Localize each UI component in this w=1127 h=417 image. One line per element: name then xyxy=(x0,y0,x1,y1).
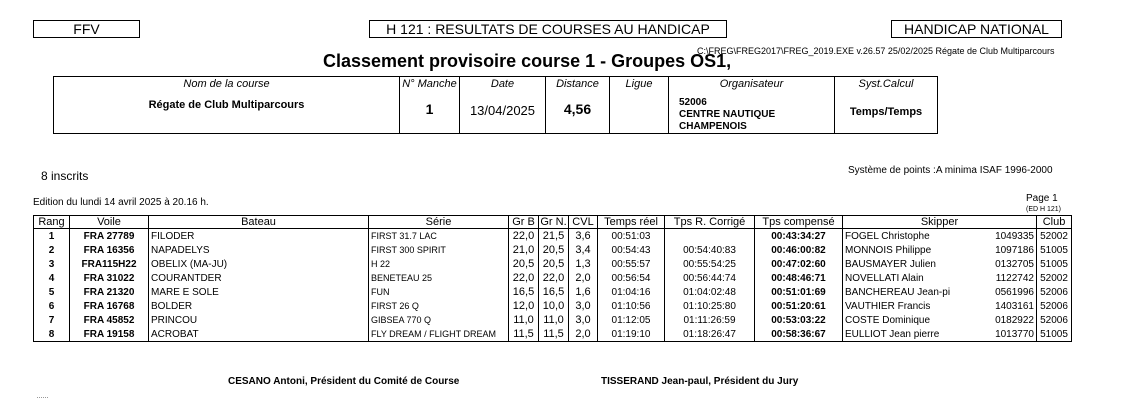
cell-club: 52002 xyxy=(1037,271,1072,285)
cell-cvl: 3,0 xyxy=(569,313,598,327)
cell-bateau: MARE E SOLE xyxy=(149,285,369,299)
cell-rang: 6 xyxy=(34,299,70,313)
col-header-bateau: Bateau xyxy=(149,216,369,229)
cell-temps-reel: 01:12:05 xyxy=(598,313,665,327)
edition-date: Edition du lundi 14 avril 2025 à 20.16 h. xyxy=(33,197,209,208)
distance-cell xyxy=(546,77,610,133)
program-info: C:\FREG\FREG2017\FREG_2019.EXE v.26.57 25/02/2025 Régate de Club Multiparcours xyxy=(697,46,1055,56)
page-title: Classement provisoire course 1 - Groupes OS1, xyxy=(323,51,732,71)
cell-tps-compense: 00:51:01:69 xyxy=(755,285,843,299)
manche-header: N° Manche xyxy=(402,78,457,90)
edition-code: (ED H 121) xyxy=(1026,206,1062,213)
cell-cvl: 3,6 xyxy=(569,229,598,244)
cell-bateau: COURANTDER xyxy=(149,271,369,285)
cell-rang: 5 xyxy=(34,285,70,299)
col-header-cvl: CVL xyxy=(569,216,598,229)
cell-club: 52006 xyxy=(1037,285,1072,299)
skipper-name: EULLIOT Jean pierre xyxy=(845,328,940,340)
cell-temps-reel: 01:04:16 xyxy=(598,285,665,299)
ligue-header: Ligue xyxy=(625,78,653,90)
skipper-licence: 1122742 xyxy=(995,272,1034,284)
cell-tps-corrige: 00:55:54:25 xyxy=(665,257,755,271)
cell-grn: 20,5 xyxy=(539,243,569,257)
cell-skipper xyxy=(843,285,1037,299)
cell-tps-corrige: 01:11:26:59 xyxy=(665,313,755,327)
skipper-name: BANCHEREAU Jean-pi xyxy=(845,286,951,298)
cell-serie: H 22 xyxy=(369,257,509,271)
cell-club: 52006 xyxy=(1037,313,1072,327)
cell-voile: FRA 16768 xyxy=(70,299,149,313)
cell-grb: 16,5 xyxy=(509,285,539,299)
cell-cvl: 2,0 xyxy=(569,271,598,285)
table-row xyxy=(34,327,1072,342)
skipper-name: COSTE Dominique xyxy=(845,314,931,326)
footer-mark xyxy=(37,397,48,398)
page-number: Page 1 xyxy=(1026,193,1058,204)
table-row xyxy=(34,229,1072,244)
cell-tps-compense: 00:53:03:22 xyxy=(755,313,843,327)
skipper-licence: 1013770 xyxy=(995,328,1034,340)
cell-rang: 4 xyxy=(34,271,70,285)
organisateur-cell xyxy=(669,77,835,133)
cell-temps-reel: 00:56:54 xyxy=(598,271,665,285)
cell-grb: 21,0 xyxy=(509,243,539,257)
cell-club: 52006 xyxy=(1037,299,1072,313)
manche-cell xyxy=(400,77,460,133)
federation-box: FFV xyxy=(33,20,140,38)
cell-grn: 16,5 xyxy=(539,285,569,299)
skipper-name: NOVELLATI Alain xyxy=(845,272,924,284)
syst-calcul-value: Temps/Temps xyxy=(849,106,923,118)
cell-tps-corrige: 01:04:02:48 xyxy=(665,285,755,299)
cell-voile: FRA115H22 xyxy=(70,257,149,271)
inscrits-count: 8 inscrits xyxy=(41,169,89,183)
date-header: Date xyxy=(490,78,515,90)
cell-voile: FRA 31022 xyxy=(70,271,149,285)
organisateur-header: Organisateur xyxy=(719,78,784,90)
table-row xyxy=(34,299,1072,313)
col-header-voile: Voile xyxy=(70,216,149,229)
cell-bateau: ACROBAT xyxy=(149,327,369,342)
table-row xyxy=(34,271,1072,285)
cell-tps-corrige: 00:56:44:74 xyxy=(665,271,755,285)
cell-serie: FIRST 31.7 LAC xyxy=(369,229,509,244)
cell-cvl: 3,0 xyxy=(569,299,598,313)
skipper-name: VAUTHIER Francis xyxy=(845,300,931,312)
cell-club: 51005 xyxy=(1037,243,1072,257)
cell-tps-corrige xyxy=(665,229,755,244)
cell-skipper xyxy=(843,229,1037,244)
syst-calcul-header: Syst.Calcul xyxy=(858,78,914,90)
cell-skipper xyxy=(843,327,1037,342)
cell-grb: 22,0 xyxy=(509,229,539,244)
table-row xyxy=(34,313,1072,327)
skipper-licence: 1049335 xyxy=(995,230,1034,242)
cell-voile: FRA 19158 xyxy=(70,327,149,342)
distance-value: 4,56 xyxy=(563,101,592,117)
cell-skipper xyxy=(843,271,1037,285)
cell-rang: 7 xyxy=(34,313,70,327)
skipper-name: MONNOIS Philippe xyxy=(845,244,932,256)
cell-tps-compense: 00:58:36:67 xyxy=(755,327,843,342)
col-header-tps-corrige: Tps R. Corrigé xyxy=(665,216,755,229)
skipper-licence: 0182922 xyxy=(995,314,1034,326)
cell-grn: 11,0 xyxy=(539,313,569,327)
cell-temps-reel: 00:54:43 xyxy=(598,243,665,257)
cell-rang: 2 xyxy=(34,243,70,257)
date-value: 13/04/2025 xyxy=(469,103,536,118)
cell-serie: FLY DREAM / FLIGHT DREAM xyxy=(369,327,509,342)
cell-club: 51005 xyxy=(1037,257,1072,271)
cell-grn: 21,5 xyxy=(539,229,569,244)
skipper-licence: 0132705 xyxy=(995,258,1034,270)
course-name-cell xyxy=(54,77,400,133)
cell-rang: 1 xyxy=(34,229,70,244)
cell-tps-compense: 00:47:02:60 xyxy=(755,257,843,271)
cell-bateau: OBELIX (MA-JU) xyxy=(149,257,369,271)
handicap-type-box: HANDICAP NATIONAL xyxy=(891,20,1062,38)
cell-skipper xyxy=(843,257,1037,271)
col-header-tps-compense: Tps compensé xyxy=(755,216,843,229)
distance-header: Distance xyxy=(556,78,599,90)
skipper-name: BAUSMAYER Julien xyxy=(845,258,936,270)
cell-cvl: 3,4 xyxy=(569,243,598,257)
col-header-rang: Rang xyxy=(34,216,70,229)
cell-temps-reel: 01:10:56 xyxy=(598,299,665,313)
organisateur-code: 52006 xyxy=(679,97,707,108)
cell-grn: 10,0 xyxy=(539,299,569,313)
cell-tps-compense: 00:43:34:27 xyxy=(755,229,843,244)
ligue-cell xyxy=(610,77,669,133)
cell-cvl: 1,3 xyxy=(569,257,598,271)
organisateur-line2: CHAMPENOIS xyxy=(679,121,747,132)
cell-grn: 11,5 xyxy=(539,327,569,342)
cell-serie: BENETEAU 25 xyxy=(369,271,509,285)
cell-club: 52002 xyxy=(1037,229,1072,244)
cell-voile: FRA 21320 xyxy=(70,285,149,299)
cell-bateau: NAPADELYS xyxy=(149,243,369,257)
cell-temps-reel: 01:19:10 xyxy=(598,327,665,342)
table-row xyxy=(34,285,1072,299)
skipper-licence: 0561996 xyxy=(995,286,1034,298)
cell-cvl: 1,6 xyxy=(569,285,598,299)
cell-skipper xyxy=(843,243,1037,257)
cell-serie: FUN xyxy=(369,285,509,299)
col-header-temps-reel: Temps réel xyxy=(598,216,665,229)
cell-grb: 11,5 xyxy=(509,327,539,342)
cell-bateau: PRINCOU xyxy=(149,313,369,327)
cell-voile: FRA 45852 xyxy=(70,313,149,327)
cell-grb: 22,0 xyxy=(509,271,539,285)
cell-cvl: 2,0 xyxy=(569,327,598,342)
cell-voile: FRA 27789 xyxy=(70,229,149,244)
report-type-box: H 121 : RESULTATS DE COURSES AU HANDICAP xyxy=(369,20,727,38)
col-header-grn: Gr N. xyxy=(540,216,567,228)
cell-grb: 12,0 xyxy=(509,299,539,313)
cell-tps-corrige: 00:54:40:83 xyxy=(665,243,755,257)
cell-serie: GIBSEA 770 Q xyxy=(369,313,509,327)
cell-temps-reel: 00:55:57 xyxy=(598,257,665,271)
cell-tps-compense: 00:46:00:82 xyxy=(755,243,843,257)
cell-club: 51005 xyxy=(1037,327,1072,342)
col-header-club: Club xyxy=(1037,216,1072,229)
table-row xyxy=(34,243,1072,257)
cell-tps-compense: 00:51:20:61 xyxy=(755,299,843,313)
results-header-row xyxy=(34,216,1072,229)
skipper-name: FOGEL Christophe xyxy=(845,230,930,242)
cell-tps-corrige: 01:18:26:47 xyxy=(665,327,755,342)
cell-tps-corrige: 01:10:25:80 xyxy=(665,299,755,313)
cell-grn: 22,0 xyxy=(539,271,569,285)
cell-grb: 11,0 xyxy=(509,313,539,327)
president-jury: TISSERAND Jean-paul, Président du Jury xyxy=(601,376,799,387)
cell-grb: 20,5 xyxy=(509,257,539,271)
course-info-table xyxy=(53,76,938,134)
cell-serie: FIRST 26 Q xyxy=(369,299,509,313)
col-header-grb: Gr B xyxy=(509,216,539,229)
organisateur-line1: CENTRE NAUTIQUE xyxy=(679,109,776,120)
cell-serie: FIRST 300 SPIRIT xyxy=(369,243,509,257)
points-system: Système de points :A minima ISAF 1996-2000 xyxy=(848,165,1053,176)
cell-rang: 3 xyxy=(34,257,70,271)
table-row xyxy=(34,257,1072,271)
skipper-licence: 1097186 xyxy=(995,244,1034,256)
cell-bateau: BOLDER xyxy=(149,299,369,313)
president-comite: CESANO Antoni, Président du Comité de Course xyxy=(228,376,460,387)
cell-temps-reel: 00:51:03 xyxy=(598,229,665,244)
course-name-value: Régate de Club Multiparcours xyxy=(148,99,305,111)
skipper-licence: 1403161 xyxy=(995,300,1034,312)
cell-skipper xyxy=(843,299,1037,313)
cell-voile: FRA 16356 xyxy=(70,243,149,257)
syst-calcul-cell xyxy=(835,77,937,133)
col-header-skipper: Skipper xyxy=(843,216,1037,229)
cell-bateau: FILODER xyxy=(149,229,369,244)
cell-grn: 20,5 xyxy=(539,257,569,271)
cell-skipper xyxy=(843,313,1037,327)
cell-rang: 8 xyxy=(34,327,70,342)
cell-tps-compense: 00:48:46:71 xyxy=(755,271,843,285)
manche-value: 1 xyxy=(425,101,434,117)
results-table xyxy=(33,215,1072,342)
date-cell xyxy=(460,77,546,133)
course-name-header: Nom de la course xyxy=(183,78,270,90)
col-header-serie: Série xyxy=(369,216,509,229)
